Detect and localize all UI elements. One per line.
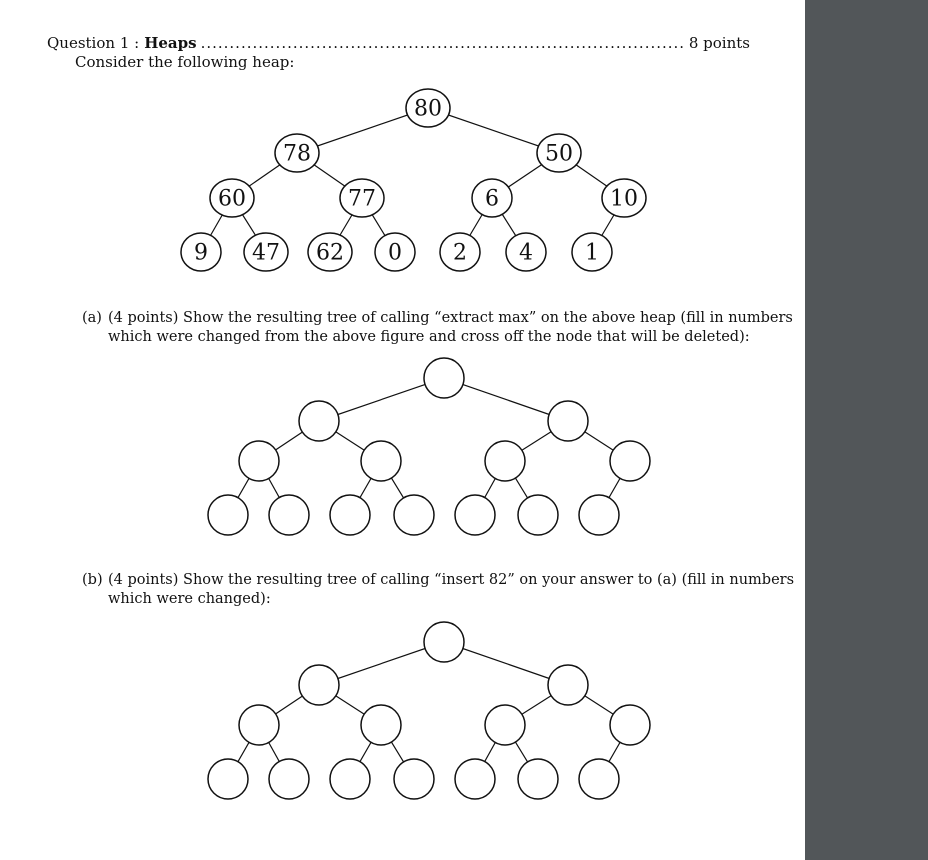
heap-node (572, 233, 612, 271)
node-value: 1 (585, 240, 599, 266)
answer-node-circle[interactable] (610, 441, 650, 481)
node-value: 2 (453, 240, 467, 266)
answer-node-circle[interactable] (361, 705, 401, 745)
part-b-line1: (4 points) Show the resulting tree of calling “insert 82” on your answer to (a) (fill in numbers (108, 572, 795, 588)
answer-node-circle[interactable] (361, 441, 401, 481)
heap-node[interactable] (361, 705, 401, 745)
answer-node-circle[interactable] (208, 495, 248, 535)
answer-node-circle[interactable] (518, 759, 558, 799)
heap-node (244, 233, 288, 271)
answer-node-circle[interactable] (239, 441, 279, 481)
heap-node (602, 179, 646, 217)
answer-node-circle[interactable] (269, 759, 309, 799)
part-b-line2: which were changed): (108, 591, 271, 607)
answer-node-circle[interactable] (330, 759, 370, 799)
node-value: 4 (519, 240, 533, 266)
answer-node-circle[interactable] (518, 495, 558, 535)
heap-node[interactable] (579, 759, 619, 799)
node-value: 50 (545, 141, 573, 167)
node-value: 60 (218, 186, 246, 212)
answer-node-circle[interactable] (455, 759, 495, 799)
answer-node-circle[interactable] (394, 759, 434, 799)
heap-node[interactable] (394, 759, 434, 799)
question-intro: Consider the following heap: (75, 53, 295, 71)
heap-node[interactable] (361, 441, 401, 481)
heap-node (406, 89, 450, 127)
node-value: 78 (283, 141, 311, 167)
answer-node-circle[interactable] (485, 441, 525, 481)
part-b-label: (b) (82, 572, 103, 588)
node-value: 9 (194, 240, 208, 266)
heap-node[interactable] (394, 495, 434, 535)
heap-node (181, 233, 221, 271)
part-a-label: (a) (82, 310, 102, 326)
heap-node[interactable] (239, 705, 279, 745)
node-value: 0 (388, 240, 402, 266)
answer-node-circle[interactable] (208, 759, 248, 799)
heap-node[interactable] (424, 622, 464, 662)
heap-node[interactable] (330, 495, 370, 535)
question-number: Question 1 : (47, 34, 140, 52)
answer-node-circle[interactable] (269, 495, 309, 535)
question-points: 8 points (688, 34, 750, 52)
answer-node-circle[interactable] (610, 705, 650, 745)
question-title: Heaps (144, 34, 197, 52)
heap-node[interactable] (548, 401, 588, 441)
node-value: 62 (316, 240, 344, 266)
answer-node-circle[interactable] (330, 495, 370, 535)
answer-node-circle[interactable] (455, 495, 495, 535)
heap-node (340, 179, 384, 217)
answer-node-circle[interactable] (424, 622, 464, 662)
node-value: 6 (485, 186, 499, 212)
heap-node (472, 179, 512, 217)
heap-node[interactable] (239, 441, 279, 481)
heap-node[interactable] (485, 705, 525, 745)
node-value: 47 (252, 240, 280, 266)
answer-node-circle[interactable] (485, 705, 525, 745)
heap-node[interactable] (424, 358, 464, 398)
answer-node-circle[interactable] (579, 495, 619, 535)
heap-node (375, 233, 415, 271)
answer-node-circle[interactable] (299, 401, 339, 441)
heap-node[interactable] (269, 759, 309, 799)
answer-node-circle[interactable] (394, 495, 434, 535)
heap-node[interactable] (208, 759, 248, 799)
heap-node[interactable] (548, 665, 588, 705)
answer-node-circle[interactable] (579, 759, 619, 799)
heap-node (537, 134, 581, 172)
answer-node-circle[interactable] (548, 665, 588, 705)
answer-node-circle[interactable] (239, 705, 279, 745)
answer-node-circle[interactable] (299, 665, 339, 705)
heap-node[interactable] (299, 401, 339, 441)
heap-node[interactable] (610, 441, 650, 481)
heap-node[interactable] (269, 495, 309, 535)
heap-tree-original (181, 89, 646, 271)
heap-node[interactable] (610, 705, 650, 745)
heap-tree-part-a (208, 358, 650, 535)
heap-node[interactable] (330, 759, 370, 799)
heap-node (440, 233, 480, 271)
part-a-line1: (4 points) Show the resulting tree of calling “extract max” on the above heap (fill in numbers (108, 310, 793, 326)
heap-node[interactable] (208, 495, 248, 535)
node-value: 77 (348, 186, 376, 212)
heap-node (210, 179, 254, 217)
heap-node (308, 233, 352, 271)
heap-node[interactable] (299, 665, 339, 705)
answer-node-circle[interactable] (424, 358, 464, 398)
heap-node[interactable] (455, 759, 495, 799)
heap-node (506, 233, 546, 271)
heap-node[interactable] (518, 759, 558, 799)
node-value: 80 (414, 96, 442, 122)
part-a-line2: which were changed from the above figure and cross off the node that will be deleted): (108, 329, 750, 345)
heap-node[interactable] (485, 441, 525, 481)
heap-tree-part-b (208, 622, 650, 799)
heap-node (275, 134, 319, 172)
viewer-side-panel (805, 0, 928, 860)
heap-node[interactable] (518, 495, 558, 535)
node-value: 10 (610, 186, 638, 212)
answer-node-circle[interactable] (548, 401, 588, 441)
heap-node[interactable] (455, 495, 495, 535)
heap-node[interactable] (579, 495, 619, 535)
